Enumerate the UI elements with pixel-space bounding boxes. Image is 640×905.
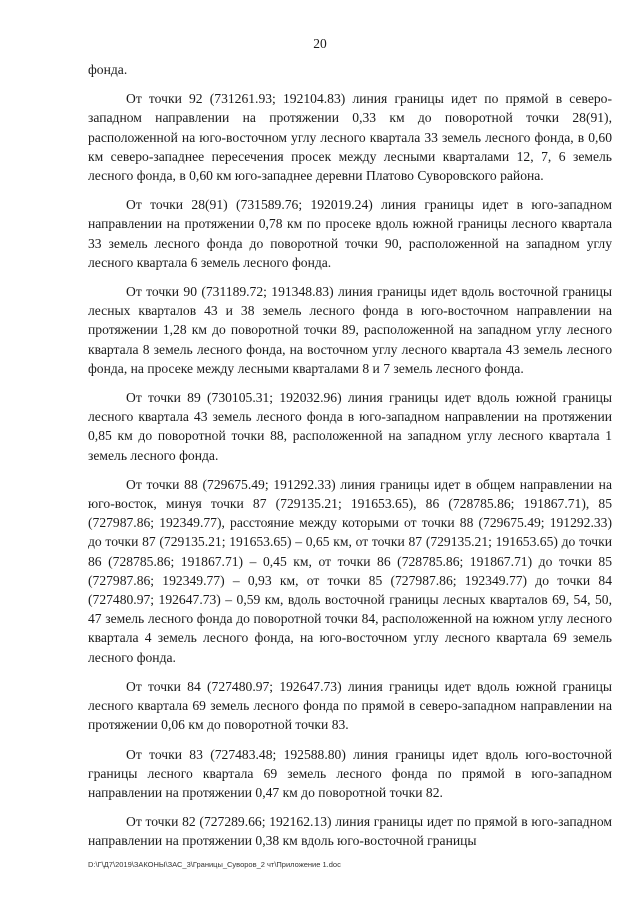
page-number: 20 xyxy=(313,36,327,51)
paragraph: От точки 82 (727289.66; 192162.13) линия границы идет по прямой в юго-западном направлении на протяжении 0,38 км вдоль юго-восточной границы xyxy=(88,814,612,849)
paragraph: От точки 88 (729675.49; 191292.33) линия границы идет в общем направлении на юго-восток, минуя точки 87 (729135.21; 191653.65), 86 (728785.86; 191867.71), 85 (727987.86; 192349.77), расстояние между которыми от точки 88 (729675.49; 191292.33) до точки 87 (729135.21; 191653.65) – 0,65 км, от точки 87 (729135.21; 191653.65) до точки 86 (728785.86; 191867.71) – 0,45 км, от точки 86 (728785.86; 191867.71) до точки 85 (727987.86; 192349.77) – 0,93 км, от точки 85 (727987.86; 192349.77) до точки 84 (727480.97; 192647.73) – 0,59 км, вдоль восточной границы лесных кварталов 69, 54, 50, 47 земель лесного фонда до поворотной точки 84, расположенной на южном углу лесного квартала 4 земель лесного фонда, на юго-восточном углу лесного квартала 69 земель лесного фонда. xyxy=(88,476,612,665)
paragraph: От точки 92 (731261.93; 192104.83) линия границы идет по прямой в северо-западном направлении на протяжении 0,33 км до поворотной точки 28(91), расположенной на юго-восточном углу лесного квартала 33 земель лесного фонда, в 0,60 км северо-западнее пересечения просек между лесными кварталами 12, 7, 6 земель лесного фонда, в 0,60 км юго-западнее деревни Платово Суворовского района. xyxy=(88,91,612,184)
paragraph: От точки 28(91) (731589.76; 192019.24) линия границы идет в юго-западном направлении на протяжении 0,78 км по просеке вдоль южной границы лесного квартала 33 земель лесного фонда до поворотной точки 90, расположенной на западном углу лесного квартала 6 земель лесного фонда. xyxy=(88,197,612,270)
document-body xyxy=(88,60,612,861)
paragraph: От точки 89 (730105.31; 192032.96) линия границы идет вдоль южной границы лесного квартала 43 земель лесного фонда в юго-западном направлении на протяжении 0,85 км до поворотной точки 88, расположенной на западном углу лесного квартала 1 земель лесного фонда. xyxy=(88,390,612,463)
paragraph: От точки 90 (731189.72; 191348.83) линия границы идет вдоль восточной границы лесных кварталов 43 и 38 земель лесного фонда в юго-восточном направлении на протяжении 1,28 км до поворотной точки 89, расположенной на западном углу лесного квартала 8 земель лесного фонда, на восточном углу лесного квартала 43 земель лесного фонда, на просеке между лесными кварталами 8 и 7 земель лесного фонда. xyxy=(88,284,612,376)
paragraph: От точки 84 (727480.97; 192647.73) линия границы идет вдоль южной границы лесного квартала 69 земель лесного фонда по прямой в северо-западном направлении на протяжении 0,06 км до поворотной точки 83. xyxy=(88,678,612,733)
file-path-footer: D:\Г\Д7\2019\ЗАКОНЫ\ЗАС_3\Границы_Суворов_2 чт\Приложение 1.doc xyxy=(88,860,341,869)
paragraph: От точки 83 (727483.48; 192588.80) линия границы идет вдоль юго-восточной границы лесного квартала 69 земель лесного фонда по прямой в юго-западном направлении на протяжении 0,47 км до поворотной точки 82. xyxy=(88,746,612,800)
paragraph: фонда. xyxy=(88,62,128,77)
